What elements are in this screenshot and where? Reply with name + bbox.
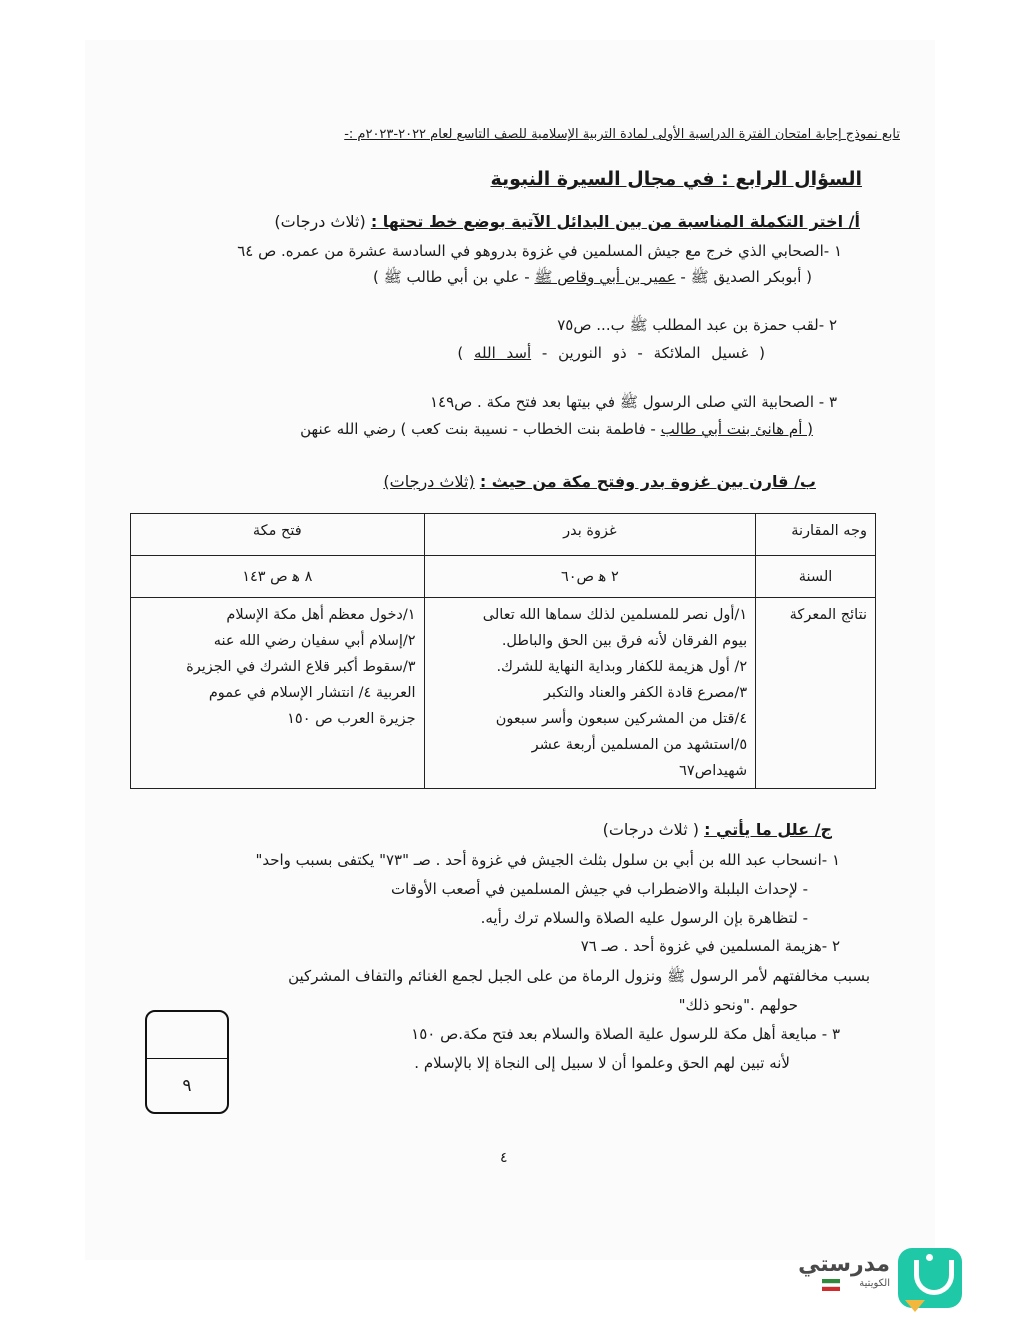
reason-line: ١ -انسحاب عبد الله بن أبي بن سلول بثلث الجيش في غزوة أحد . صـ "٧٣" يكتفى بسبب واحد"	[255, 851, 840, 869]
result-line: شهيداص٦٧	[679, 763, 748, 779]
page-number: ٤	[500, 1150, 508, 1166]
question-a1-options	[373, 268, 812, 290]
result-line: ٣/سقوط أكبر قلاع الشرك في الجزيرة	[186, 659, 416, 675]
question-a1-stem: ١ -الصحابي الذي خرج مع جيش المسلمين في غزوة بدروهو في السادسة عشرة من عمره. ص ٦٤	[237, 242, 842, 260]
reason-line: - لإحداث البلبلة والاضطراب في جيش المسلمين في أصعب الأوقات	[391, 880, 808, 898]
reason-line: ٢ -هزيمة المسلمين في غزوة أحد . صـ ٧٦	[580, 937, 840, 955]
section-b-marks: (ثلاث درجات)	[383, 472, 475, 491]
reason-line: ٣ - مبايعة أهل مكة للرسول علية الصلاة والسلام بعد فتح مكة.ص ١٥٠	[411, 1025, 840, 1043]
logo-subtitle: الكويتية	[859, 1278, 890, 1289]
separator: -	[512, 420, 519, 438]
score-divider	[147, 1058, 227, 1059]
option: ( أبوبكر الصديق ﷺ	[690, 268, 812, 286]
logo-tail	[905, 1300, 925, 1312]
section-b-title	[383, 472, 816, 491]
result-line: ١/أول نصر للمسلمين لذلك سماها الله تعالى	[482, 607, 748, 623]
logo-name: مدرستي	[798, 1252, 890, 1277]
exam-header: تابع نموذج إجابة امتحان الفترة الدراسية الأولى لمادة التربية الإسلامية للصف التاسع لعام ٢٠٢٢-٢٠٢٣م :-	[344, 127, 900, 142]
option: علي بن أبي طالب ﷺ )	[372, 268, 520, 286]
section-c-marks: ( ثلاث درجات)	[602, 820, 699, 839]
option: نسيبة بنت كعب	[411, 420, 508, 438]
row-label: السنة	[756, 556, 876, 598]
header-cell: فتح مكة	[131, 514, 425, 556]
separator: )	[457, 344, 464, 362]
makkah-results	[131, 598, 425, 789]
option: فاطمة بنت الخطاب	[522, 420, 646, 438]
result-line: ١/دخول معظم أهل مكة الإسلام	[226, 607, 416, 623]
separator: -	[524, 268, 530, 286]
reason-line: بسبب مخالفتهم لأمر الرسول ﷺ ونزول الرماة من على الجبل لجمع الغنائم والتفاف المشركين	[288, 967, 870, 985]
header-cell: وجه المقارنة	[756, 514, 876, 556]
reason-line: لأنه تبين لهم الحق وعلموا أن لا سبيل إلى النجاة إلا بالإسلام .	[414, 1054, 790, 1072]
table-row	[131, 598, 876, 789]
option: ذو النورين	[558, 344, 627, 362]
table-row	[131, 556, 876, 598]
makkah-year: ٨ ﻫ ص ١٤٣	[131, 556, 425, 598]
header-cell: غزوة بدر	[424, 514, 756, 556]
section-c-title	[603, 820, 832, 839]
reason-line: حولهم ."ونحو ذلك"	[678, 996, 798, 1014]
separator: -	[541, 344, 548, 362]
result-line: ٤/قتل من المشركين سبعون وأسر سبعون	[495, 711, 748, 727]
score-box	[145, 1010, 229, 1114]
madrasati-logo-icon	[898, 1248, 962, 1308]
section-c-heading: ج/ علل ما يأتي :	[704, 820, 832, 839]
option-correct: عمير بن أبي وقاص ﷺ	[534, 268, 676, 286]
result-line: ٣/مصرع قادة الكفر والعناد والتكبر	[543, 685, 748, 701]
badr-results	[424, 598, 756, 789]
question-a3-options	[300, 420, 813, 438]
result-line: جزيرة العرب ص ١٥٠	[287, 711, 416, 727]
result-line: ٥/استشهد من المسلمين أربعة عشر	[531, 737, 748, 753]
score-value: ٩	[182, 1076, 192, 1096]
reason-line: - لتظاهرة بإن الرسول عليه الصلاة والسلام ترك رأيه.	[480, 909, 808, 927]
option: ( غسيل الملائكة	[653, 344, 765, 362]
result-line: ٢/إسلام أبي سفيان رضي الله عنه	[213, 633, 416, 649]
question-title: السؤال الرابع : في مجال السيرة النبوية	[490, 168, 862, 190]
result-line: ٢/ أول هزيمة للكفار وبداية النهاية للشرك.	[496, 659, 748, 675]
question-a2-stem: ٢ -لقب حمزة بن عبد المطلب ﷺ ب... ص٧٥	[557, 316, 837, 334]
separator: -	[637, 344, 643, 362]
option-correct: أسد الله	[473, 344, 532, 362]
comparison-table	[130, 513, 876, 789]
section-b-heading: ب/ قارن بين غزوة بدر وفتح مكة من حيث :	[479, 472, 816, 491]
question-a2-options	[457, 344, 765, 362]
result-line: بيوم الفرقان لأنه فرق بين الحق والباطل.	[501, 633, 748, 649]
separator: ) رضي الله عنهن	[300, 420, 407, 438]
row-label: نتائج المعركة	[756, 598, 876, 789]
separator: -	[680, 268, 686, 286]
separator: -	[650, 420, 656, 438]
section-a-title	[274, 212, 860, 231]
section-a-marks: (ثلاث درجات)	[274, 212, 366, 231]
logo-smile	[914, 1260, 954, 1295]
section-a-heading: أ/ اختر التكملة المناسبة من بين البدائل الآتية بوضع خط تحتها :	[370, 212, 860, 231]
kuwait-flag-icon	[822, 1279, 840, 1291]
question-a3-stem: ٣ - الصحابية التي صلى الرسول ﷺ في بيتها بعد فتح مكة . ص١٤٩	[429, 393, 837, 411]
result-line: العربية ٤/ انتشار الإسلام في عموم	[208, 685, 416, 701]
option-correct: ( أم هانئ بنت أبي طالب	[660, 420, 813, 438]
badr-year: ٢ ﻫ ص٦٠	[424, 556, 756, 598]
table-header-row	[131, 514, 876, 556]
